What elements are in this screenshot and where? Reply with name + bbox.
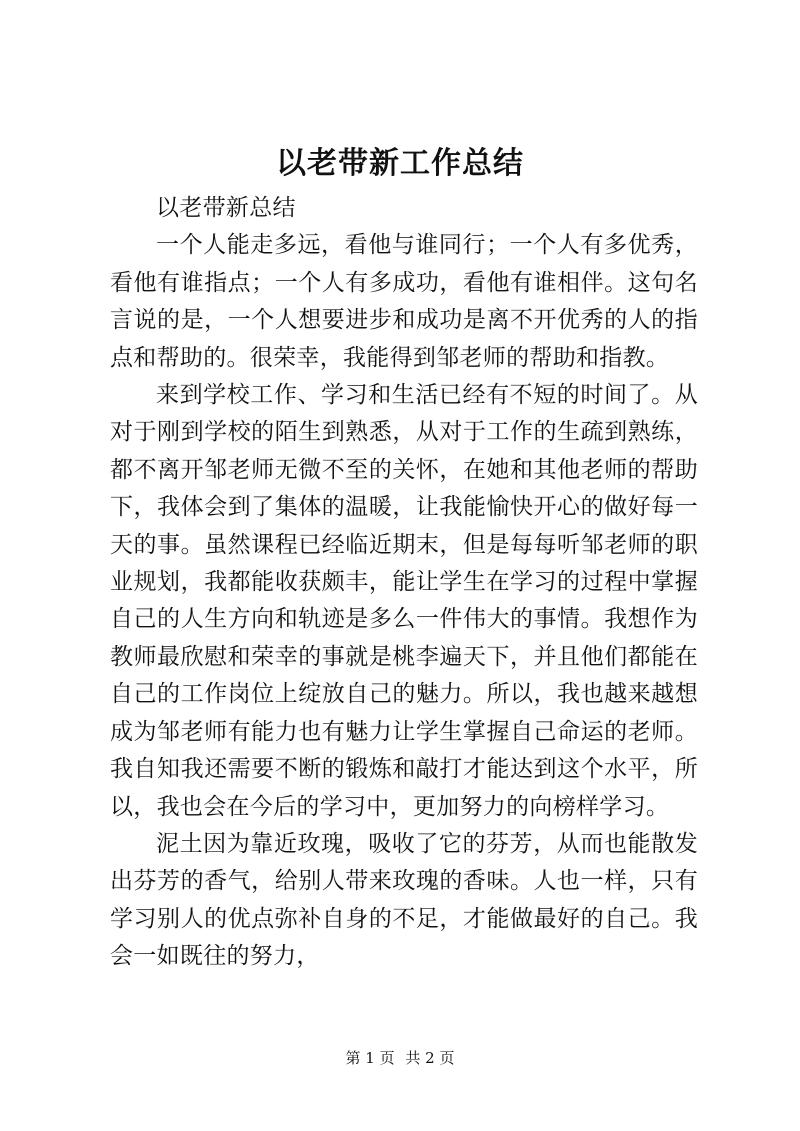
subtitle-line: 以老带新总结: [156, 195, 296, 221]
page-title: 以老带新工作总结: [276, 146, 524, 181]
page-number: 第 1 页: [345, 1049, 395, 1067]
page-total: 共 2 页: [405, 1049, 455, 1067]
page-footer: [0, 1048, 800, 1068]
paragraph: 泥土因为靠近玫瑰，吸收了它的芬芳，从而也能散发出芬芳的香气，给别人带来玫瑰的香味。人也一样，只有学习别人的优点弥补自身的不足，才能做最好的自己。我会一如既往的努力，: [110, 830, 698, 970]
paragraph: 一个人能走多远，看他与谁同行；一个人有多优秀，看他有谁指点；一个人有多成功，看他有谁相伴。这句名言说的是，一个人想要进步和成功是离不开优秀的人的指点和帮助的。很荣幸，我能得到邹老师的帮助和指教。: [110, 232, 698, 371]
document-body: [110, 190, 698, 976]
paragraph: 来到学校工作、学习和生活已经有不短的时间了。从对于刚到学校的陌生到熟悉，从对于工作的生疏到熟练，都不离开邹老师无微不至的关怀，在她和其他老师的帮助下，我体会到了集体的温暖，让我能愉快开心的做好每一天的事。虽然课程已经临近期末，但是每每听邹老师的职业规划，我都能收获颇丰，能让学生在学习的过程中掌握自己的人生方向和轨迹是多么一件伟大的事情。我想作为教师最欣慰和荣幸的事就是桃李遍天下，并且他们都能在自己的工作岗位上绽放自己的魅力。所以，我也越来越想成为邹老师有能力也有魅力让学生掌握自己命运的老师。我自知我还需要不断的锻炼和敲打才能达到这个水平，所以，我也会在今后的学习中，更加努力的向榜样学习。: [110, 382, 698, 820]
